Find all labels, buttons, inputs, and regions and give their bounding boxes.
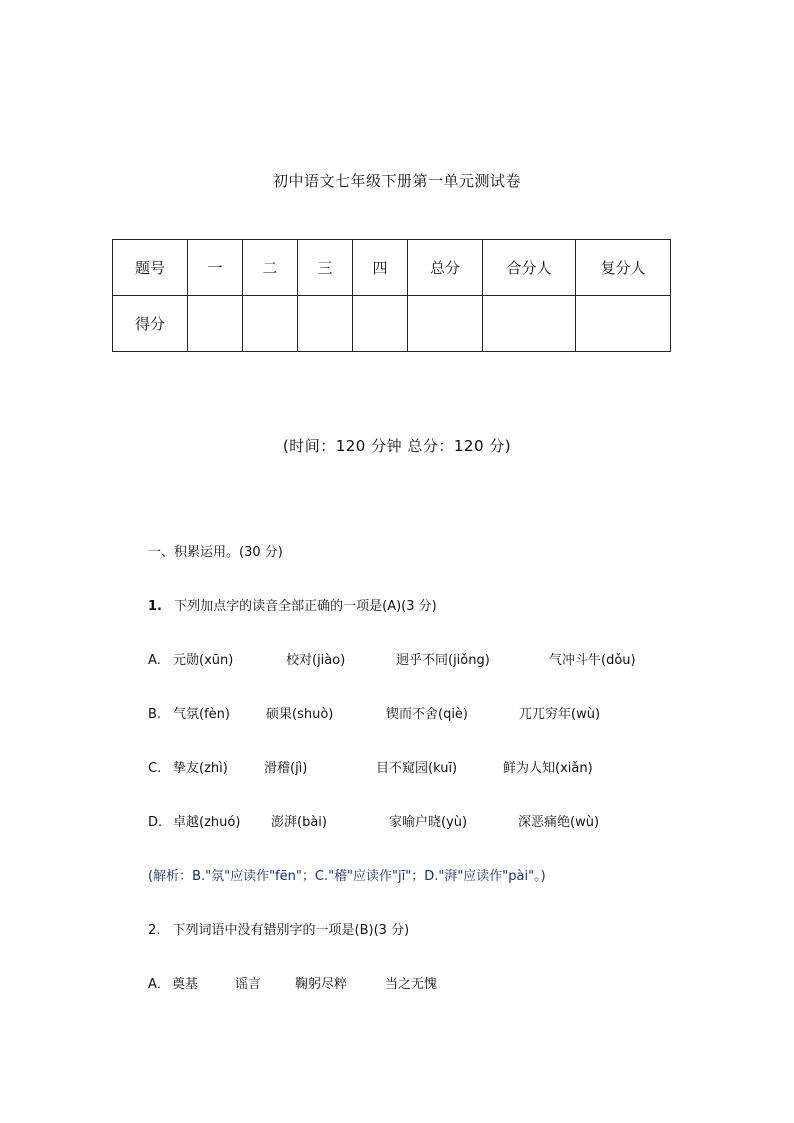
question-2 (148, 923, 409, 939)
option-item: 锲而不舍(qiè) (386, 707, 469, 722)
score-row-label: 得分 (113, 296, 188, 352)
option-item: 挚友(zhì) (173, 761, 228, 776)
question-number: 2. (148, 923, 161, 938)
q2-option-a (148, 977, 708, 993)
header-cell-part-1: 一 (188, 240, 243, 296)
option-item: 元勋(xūn) (173, 653, 234, 668)
q1-option-c (148, 761, 708, 777)
q1-analysis: (解析：B."氛"应读作"fēn"；C."稽"应读作"jī"；D."湃"应读作"pài"。) (148, 869, 546, 884)
option-item: 滑稽(jì) (264, 761, 308, 776)
q1-option-d (148, 815, 708, 831)
option-label: A． (148, 977, 170, 992)
option-item: 气氛(fèn) (173, 707, 230, 722)
q1-option-b (148, 707, 708, 723)
q1-option-a (148, 653, 708, 669)
option-item: 迥乎不同(jiǒng) (396, 653, 490, 668)
option-item: 校对(jiào) (286, 653, 346, 668)
option-item: 奠基 (172, 977, 199, 992)
question-stem: 下列词语中没有错别字的一项是(B)(3 分) (172, 923, 410, 938)
option-item: 鞠躬尽粹 (295, 977, 348, 992)
header-cell-reviewer: 复分人 (576, 240, 671, 296)
option-item: 当之无愧 (385, 977, 438, 992)
score-cell (353, 296, 408, 352)
time-info: (时间：120 分钟 总分：120 分) (282, 437, 512, 455)
score-cell (483, 296, 576, 352)
option-label: D. (148, 815, 163, 830)
option-item: 鲜为人知(xiǎn) (503, 761, 593, 776)
question-number: 1. (148, 599, 162, 614)
option-item: 硕果(shuò) (266, 707, 334, 722)
header-cell-question-number: 题号 (113, 240, 188, 296)
option-item: 目不窥园(kuī) (376, 761, 458, 776)
option-label: A. (148, 653, 161, 668)
header-cell-part-2: 二 (243, 240, 298, 296)
option-item: 兀兀穷年(wù) (519, 707, 601, 722)
header-cell-total: 总分 (408, 240, 483, 296)
option-item: 澎湃(bài) (271, 815, 327, 830)
section-heading: 一、积累运用。(30 分) (148, 545, 283, 560)
header-cell-part-3: 三 (298, 240, 353, 296)
header-cell-summer: 合分人 (483, 240, 576, 296)
option-label: C. (148, 761, 162, 776)
page-title: 初中语文七年级下册第一单元测试卷 (272, 172, 521, 190)
option-item: 气冲斗牛(dǒu) (549, 653, 636, 668)
header-cell-part-4: 四 (353, 240, 408, 296)
score-table-header-row (113, 240, 671, 296)
score-cell (298, 296, 353, 352)
score-table (112, 239, 671, 352)
question-1 (148, 599, 437, 615)
question-stem: 下列加点字的读音全部正确的一项是(A)(3 分) (174, 599, 437, 614)
option-item: 家喻户晓(yù) (389, 815, 468, 830)
score-cell (243, 296, 298, 352)
score-cell (188, 296, 243, 352)
score-cell (576, 296, 671, 352)
option-item: 深恶痛绝(wù) (518, 815, 600, 830)
score-cell (408, 296, 483, 352)
option-label: B. (148, 707, 162, 722)
option-item: 卓越(zhuó) (173, 815, 241, 830)
option-item: 谣言 (235, 977, 262, 992)
score-table-score-row (113, 296, 671, 352)
